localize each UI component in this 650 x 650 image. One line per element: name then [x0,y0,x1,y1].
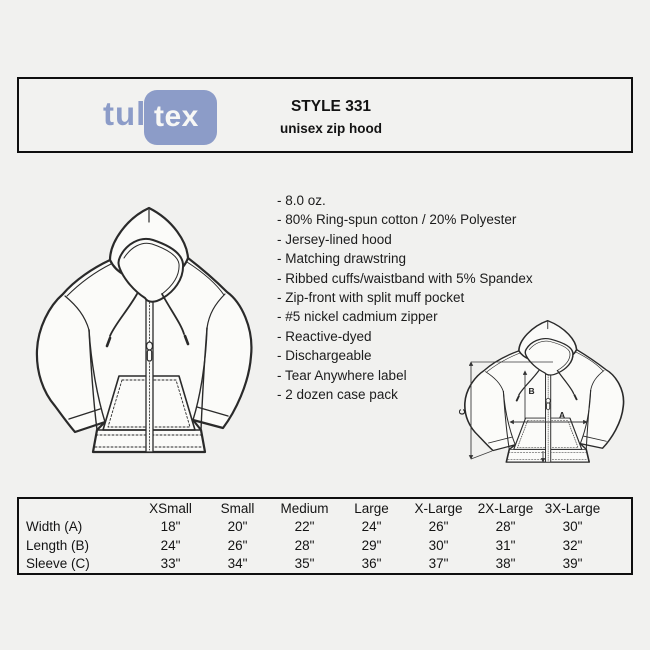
logo-text-prefix: tul [103,95,147,132]
hoodie-measurement-diagram [455,318,640,470]
size-value-cell: 34" [227,556,248,572]
size-row-label: Sleeve (C) [26,556,90,572]
size-table-body [19,500,606,574]
feature-item: - #5 nickel cadmium zipper [277,309,438,325]
header-box [17,77,633,153]
feature-item: - 2 dozen case pack [277,386,398,402]
feature-item: - Matching drawstring [277,251,407,267]
size-value-cell: 20" [227,519,248,535]
size-value-cell: 26" [428,519,449,535]
feature-item: - Tear Anywhere label [277,367,407,383]
size-column-header: Large [354,501,389,516]
length-label: B [528,386,535,396]
width-label: A [559,410,566,420]
size-value-cell: 38" [495,556,516,572]
size-table-row [19,518,606,536]
hoodie-front-flat [37,208,252,452]
size-row-label: Length (B) [26,537,90,553]
size-table [19,500,606,574]
hoodie-front-flat-small [465,321,624,463]
size-value-cell: 32" [562,537,583,553]
size-value-cell: 39" [562,556,583,572]
size-value-cell: 30" [562,519,583,535]
cuff-reference-line [471,451,492,459]
size-table-header-row [19,500,606,518]
size-column-header: Medium [280,501,329,516]
size-value-cell: 24" [160,537,181,553]
size-value-cell: 31" [495,537,516,553]
style-subtitle: unisex zip hood [279,121,382,136]
size-table-row [19,537,606,555]
style-title: STYLE 331 [290,98,372,115]
size-table-box [17,497,633,575]
size-column-header: 2X-Large [477,501,534,516]
feature-item: - Zip-front with split muff pocket [277,289,465,305]
size-column-header: 3X-Large [544,501,601,516]
size-table-row [19,555,606,573]
feature-item: - Reactive-dyed [277,328,372,344]
size-value-cell: 28" [294,537,315,553]
size-value-cell: 36" [361,556,382,572]
feature-item: - Jersey-lined hood [277,231,392,247]
size-column-header: XSmall [149,501,192,516]
feature-item: - 80% Ring-spun cotton / 20% Polyester [277,212,517,228]
size-value-cell: 18" [160,519,181,535]
size-value-cell: 30" [428,537,449,553]
title-block [199,98,463,136]
size-column-header: Small [220,501,255,516]
size-value-cell: 28" [495,519,516,535]
logo-text-suffix: tex [154,100,199,133]
size-column-header: X-Large [414,501,463,516]
hoodie-drawing-large [25,200,265,460]
feature-item: - 8.0 oz. [277,193,326,208]
size-row-label: Width (A) [26,519,83,535]
sleeve-label: C [457,408,467,415]
size-value-cell: 26" [227,537,248,553]
size-value-cell: 33" [160,556,181,572]
feature-item: - Ribbed cuffs/waistband with 5% Spandex [277,270,533,286]
size-value-cell: 22" [294,519,315,535]
size-corner-cell [19,500,137,518]
size-value-cell: 24" [361,519,382,535]
size-value-cell: 29" [361,537,382,553]
size-value-cell: 37" [428,556,449,572]
size-value-cell: 35" [294,556,315,572]
feature-item: - Dischargeable [277,348,372,364]
